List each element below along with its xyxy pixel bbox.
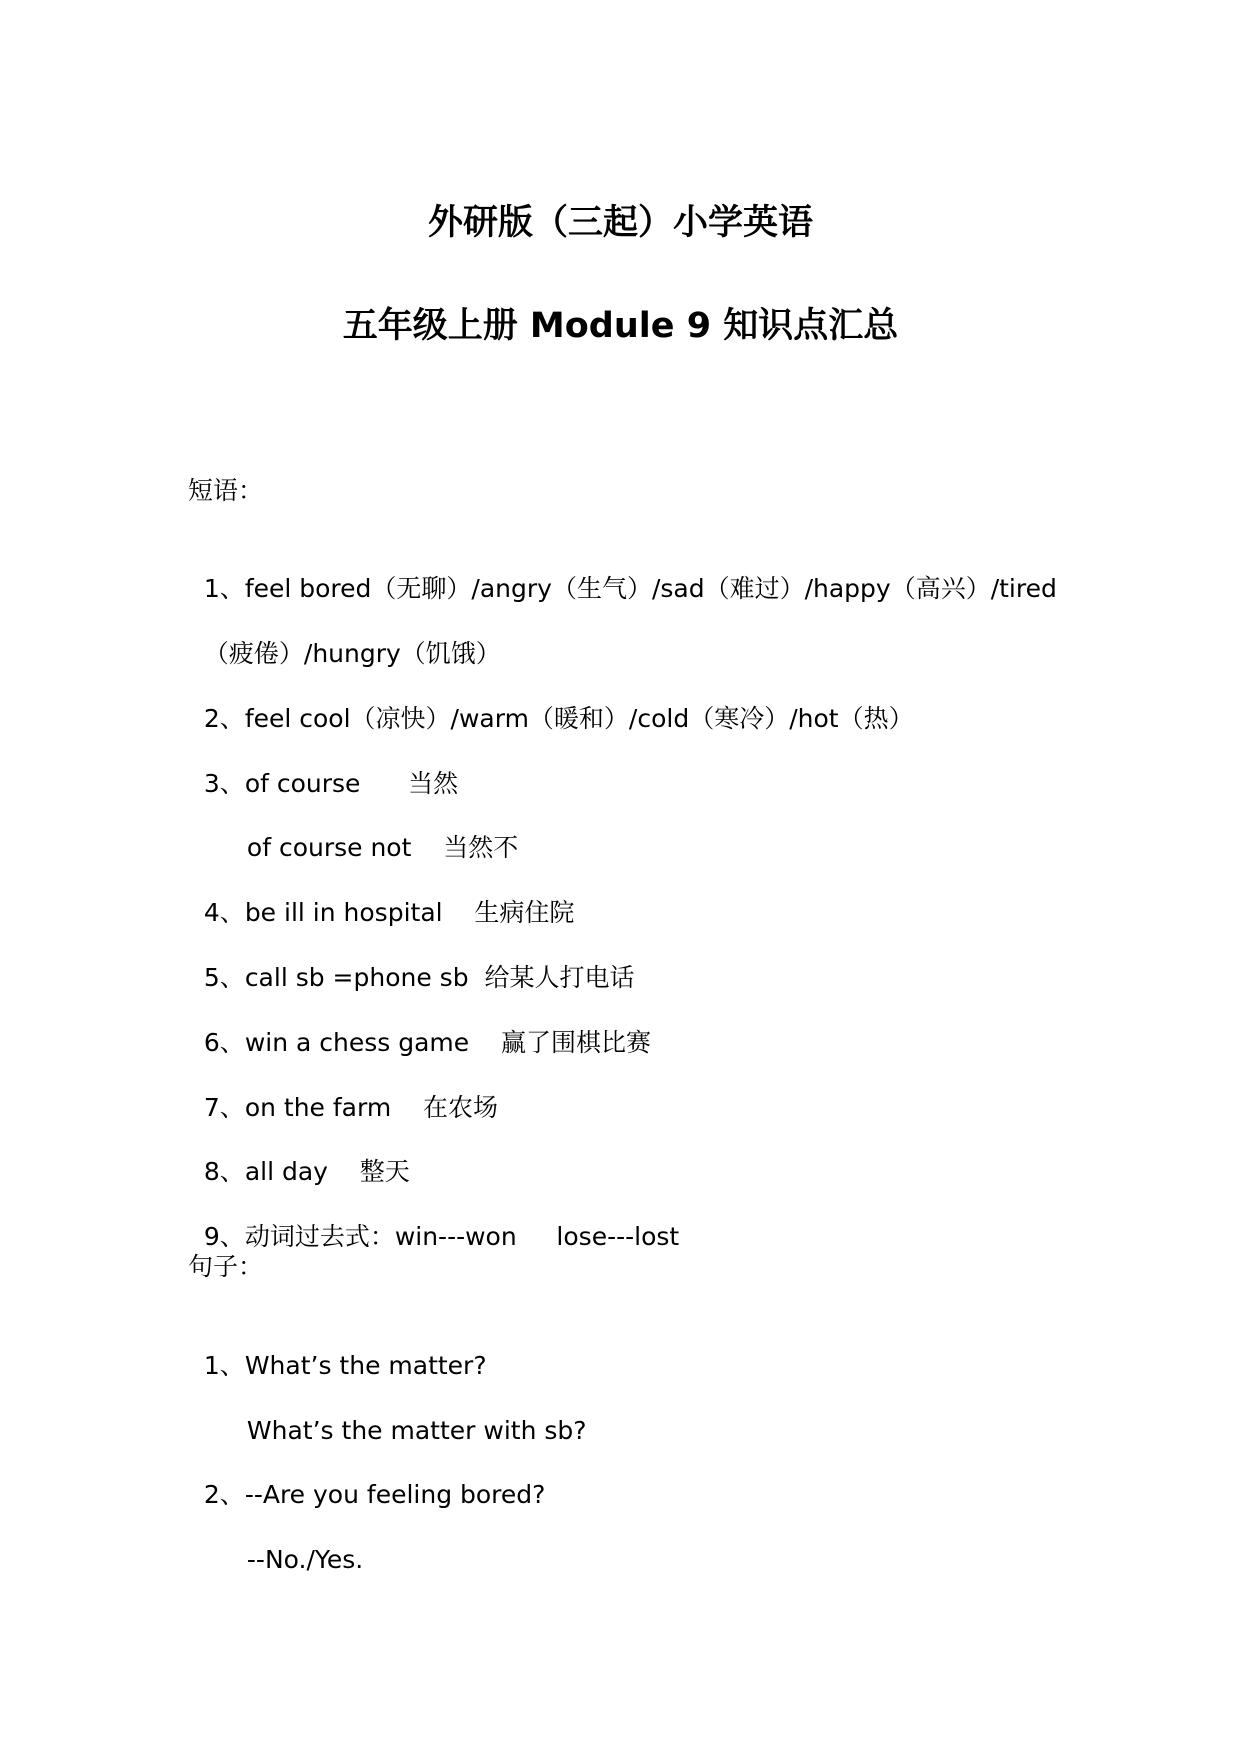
sentence-item-1: [188, 1315, 487, 1383]
phrase-item-8: [188, 1121, 410, 1189]
phrase-item-1: [188, 538, 1057, 606]
document-subtitle: 五年级上册 Module 9 知识点汇总: [342, 306, 899, 346]
phrase-text: feel bored（无聊）/angry（生气）/sad（难过）/happy（高兴）/tired: [244, 574, 1057, 603]
phrase-number: 7、: [203, 1093, 245, 1122]
phrase-number: 6、: [203, 1028, 245, 1057]
sentences-heading: 句子：: [188, 1252, 264, 1281]
phrase-number: 4、: [203, 898, 245, 927]
phrase-item-1-continued: [188, 603, 501, 671]
phrase-item-5: [188, 927, 634, 995]
phrase-item-9: [188, 1186, 679, 1254]
phrase-text: call sb =phone sb 给某人打电话: [244, 963, 635, 992]
phrase-text: 动词过去式：win---won lose---lost: [244, 1222, 680, 1251]
sentence-text: What’s the matter with sb?: [246, 1416, 587, 1445]
phrase-number: 5、: [203, 963, 245, 992]
sentence-text: --No./Yes.: [246, 1545, 364, 1574]
phrase-item-2: [188, 668, 914, 736]
phrase-text: of course not 当然不: [246, 833, 519, 862]
phrase-item-6: [188, 992, 651, 1060]
phrase-item-3: [188, 733, 458, 801]
sentence-text: What’s the matter?: [244, 1351, 487, 1380]
sentence-item-2: [188, 1444, 545, 1512]
phrase-text: be ill in hospital 生病住院: [244, 898, 575, 927]
sentence-item-1-sub: [231, 1380, 587, 1448]
phrase-text: feel cool（凉快）/warm（暖和）/cold（寒冷）/hot（热）: [244, 704, 914, 733]
phrase-text: win a chess game 赢了围棋比赛: [244, 1028, 651, 1057]
phrase-text: （疲倦）/hungry（饥饿）: [203, 639, 501, 668]
phrase-number: 1、: [203, 574, 245, 603]
document-title: 外研版（三起）小学英语: [427, 203, 813, 243]
phrase-item-4: [188, 862, 574, 930]
phrase-item-3-sub: [231, 797, 518, 865]
sentence-item-2-sub: [231, 1509, 363, 1577]
sentence-number: 2、: [203, 1480, 245, 1509]
phrase-item-7: [188, 1057, 498, 1125]
phrase-number: 3、: [203, 769, 245, 798]
phrase-number: 8、: [203, 1157, 245, 1186]
sentence-text: --Are you feeling bored?: [244, 1480, 546, 1509]
phrase-text: of course 当然: [244, 769, 459, 798]
sentence-number: 1、: [203, 1351, 245, 1380]
phrases-heading: 短语：: [188, 476, 264, 505]
phrase-number: 9、: [203, 1222, 245, 1251]
phrase-number: 2、: [203, 704, 245, 733]
phrase-text: on the farm 在农场: [244, 1093, 498, 1122]
phrase-text: all day 整天: [244, 1157, 410, 1186]
